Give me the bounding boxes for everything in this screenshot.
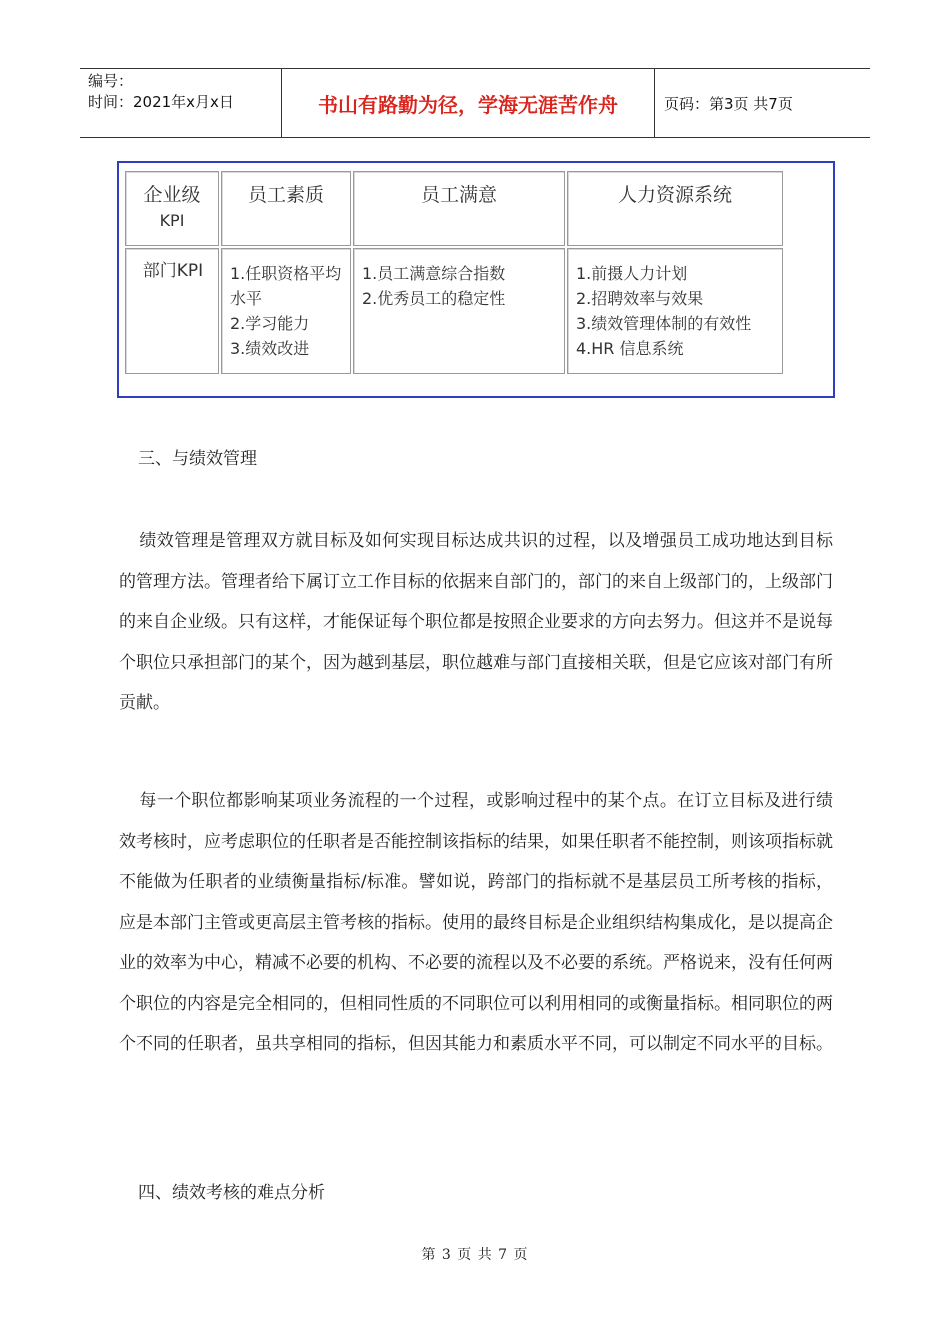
cell-employee-quality: 1.任职资格平均 水平 2.学习能力 3.绩效改进 xyxy=(221,248,351,374)
time-label: 时间：2021年x月x日 xyxy=(88,93,234,111)
paragraph-2: 每一个职位都影响某项业务流程的一个过程，或影响过程中的某个点。在订立目标及进行绩效考核时，应考虑职位的任职者是否能控制该指标的结果，如果任职者不能控制，则该项指标就不能做为任职者的业绩衡量指标/标准。譬如说，跨部门的指标就不是基层员工所考核的指标，应是本部门主管或更高层主管考核的指标。使用的最终目标是企业组织结构集成化，是以提高企业的效率为中心，精减不必要的机构、不必要的流程以及不必要的系统。严格说来，没有任何两个职位的内容是完全相同的，但相同性质的不同职位可以利用相同的或衡量指标。相同职位的两个不同的任职者，虽共享相同的指标，但因其能力和素质水平不同，可以制定不同水平的目标。 xyxy=(119,791,833,1054)
cell-hr-system: 1.前摄人力计划 2.招聘效率与效果 3.绩效管理体制的有效性 4.HR 信息系统 xyxy=(567,248,783,374)
section-title-4: 四、绩效考核的难点分析 xyxy=(138,1183,325,1203)
table-row xyxy=(125,171,783,246)
section-title-3: 三、与绩效管理 xyxy=(138,449,257,469)
page-footer: 第 3 页 共 7 页 xyxy=(421,1247,529,1263)
header-page-code: 页码：第3页 共7页 xyxy=(664,94,793,113)
header-divider xyxy=(654,69,655,137)
cell-employee-satisfaction: 1.员工满意综合指数 2.优秀员工的稳定性 xyxy=(353,248,565,374)
paragraph-1: 绩效管理是管理双方就目标及如何实现目标达成共识的过程，以及增强员工成功地达到目标的管理方法。管理者给下属订立工作目标的依据来自部门的，部门的来自上级部门的，上级部门的来自企业级。只有这样，才能保证每个职位都是按照企业要求的方向去努力。但这并不是说每个职位只承担部门的某个，因为越到基层，职位越难与部门直接相关联，但是它应该对部门有所贡献。 xyxy=(119,531,833,713)
page-header xyxy=(80,68,870,138)
header-cell-hr-system: 人力资源系统 xyxy=(567,171,783,246)
kpi-table-figure xyxy=(117,161,835,398)
kpi-table xyxy=(123,169,785,376)
header-motto: 书山有路勤为径，学海无涯苦作舟 xyxy=(318,92,618,117)
header-cell-enterprise-kpi: 企业级 KPI xyxy=(125,171,219,246)
number-label: 编号： xyxy=(88,72,134,90)
header-cell-employee-satisfaction: 员工满意 xyxy=(353,171,565,246)
table-row xyxy=(125,248,783,374)
header-cell-employee-quality: 员工素质 xyxy=(221,171,351,246)
row-label-dept-kpi: 部门KPI xyxy=(125,248,219,374)
header-meta xyxy=(88,71,278,113)
